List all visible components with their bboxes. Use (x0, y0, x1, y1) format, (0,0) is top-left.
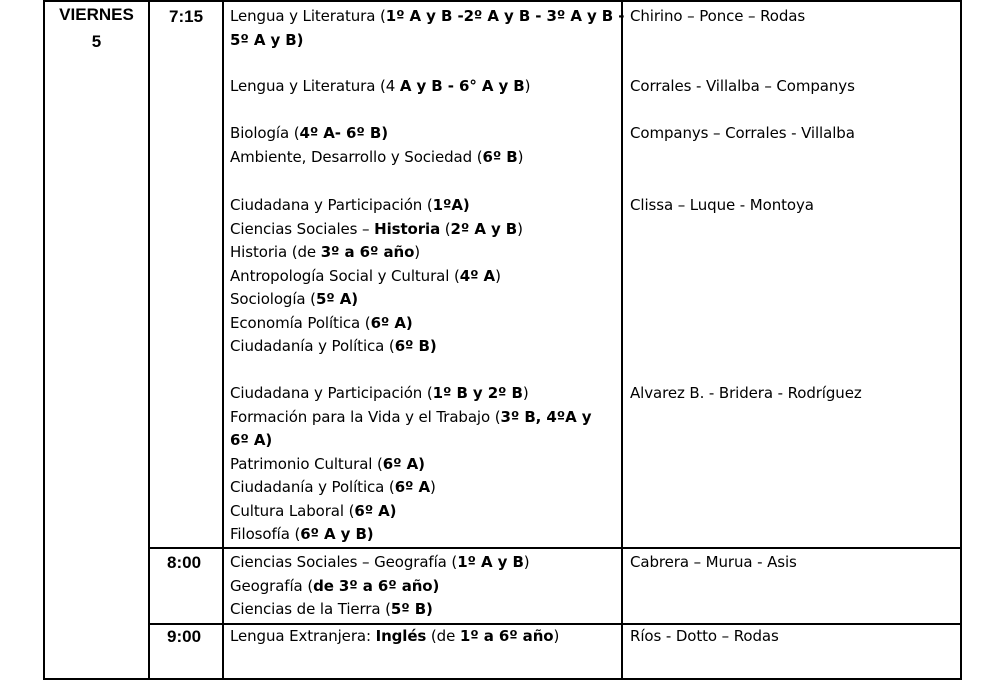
subject-text-bold: 4º A (459, 266, 496, 285)
subject-text: Filosofía ( (230, 525, 301, 543)
subject-line (230, 335, 437, 357)
subject-text-bold: 2º A y B (450, 219, 518, 238)
subject-line (230, 523, 374, 545)
subject-line (230, 598, 433, 620)
subject-text: ) (553, 627, 560, 645)
subject-text-bold: 1º A y B -2º A y B - 3º A y B - (385, 7, 625, 25)
slot-time: 7:15 (169, 7, 204, 26)
subject-text-bold: A y B - 6° A y B (399, 77, 525, 95)
subject-text: Ciudadanía y Política ( (230, 337, 395, 355)
subject-text: ) (517, 147, 524, 166)
slot-time: 8:00 (167, 553, 202, 572)
subject-text: Sociología ( (230, 290, 316, 308)
teachers-line: Corrales - Villalba – Companys (630, 77, 855, 95)
subject-line (230, 265, 501, 287)
subject-line (230, 194, 470, 216)
subject-text: ) (517, 219, 523, 238)
subject-text: Geografía ( (230, 576, 314, 595)
day-name: VIERNES (59, 5, 134, 24)
subject-text-bold: 5º B) (390, 600, 433, 618)
subject-line (230, 122, 388, 144)
teachers-line: Cabrera – Murua - Asis (630, 553, 797, 571)
subject-line (230, 241, 420, 263)
subject-text: Ciencias de la Tierra ( (230, 600, 391, 618)
subject-text: ) (495, 266, 501, 285)
subject-text: Ciencias Sociales – Geografía ( (230, 553, 458, 571)
subject-line (230, 312, 413, 334)
teachers-line: Companys – Corrales - Villalba (630, 124, 855, 142)
subject-line (230, 218, 523, 240)
subject-text: Ciudadana y Participación ( (230, 384, 433, 402)
subject-line (230, 551, 530, 573)
subject-text: ) (524, 77, 531, 95)
subject-text-bold: 6º B) (394, 337, 437, 355)
subject-text: Antropología Social y Cultural ( (230, 266, 460, 285)
subject-text: Lengua y Literatura (4 (230, 77, 400, 95)
subject-line (230, 5, 624, 27)
subject-text-bold: 6º B (482, 147, 518, 166)
column-divider-time (222, 0, 224, 680)
subject-text: ) (430, 478, 436, 496)
subject-text: Ciudadana y Participación ( (230, 196, 433, 214)
subject-text: Lengua Extranjera: (230, 627, 376, 645)
subject-text-bold: 5º A) (315, 290, 359, 308)
subject-text: ) (414, 243, 421, 261)
subject-text: Cultura Laboral ( (230, 501, 355, 520)
column-divider-subjects (621, 0, 623, 680)
subject-line (230, 429, 272, 451)
subject-text: Ciudadanía y Política ( (230, 478, 395, 496)
subject-text: ( (440, 219, 451, 238)
subject-text: ) (522, 384, 529, 402)
subject-text-bold: 1º A y B (457, 553, 524, 571)
subject-text-bold: Inglés (375, 627, 427, 645)
subject-line (230, 75, 530, 97)
teachers-line: Clissa – Luque - Montoya (630, 196, 814, 214)
subject-line (230, 575, 439, 597)
subject-text: Economía Política ( (230, 313, 371, 332)
subject-line (230, 476, 436, 498)
column-divider-day (148, 0, 150, 680)
subject-line (230, 453, 425, 475)
subject-text-bold: 6º A) (382, 454, 425, 473)
subject-text: Formación para la Vida y el Trabajo ( (230, 407, 501, 426)
row-divider-1 (148, 547, 962, 549)
subject-line (230, 288, 358, 310)
slot-time: 9:00 (167, 627, 202, 646)
subject-text-bold: 1º a 6º año (459, 627, 554, 645)
subject-line (230, 500, 396, 522)
subject-line (230, 146, 523, 168)
subject-text: Lengua y Literatura ( (230, 7, 386, 25)
subject-text: (de (426, 627, 460, 645)
subject-text: Ambiente, Desarrollo y Sociedad ( (230, 147, 483, 166)
table-right-border (960, 0, 962, 680)
subject-text: Biología ( (230, 124, 300, 142)
subject-line (230, 406, 591, 428)
day-number: 5 (91, 32, 102, 51)
subject-text-bold: 6º A) (370, 313, 413, 332)
subject-text-bold: 6º A) (230, 431, 273, 449)
subject-text-bold: 6º A y B) (300, 525, 374, 543)
subject-line (230, 29, 303, 51)
subject-text: ) (523, 553, 530, 571)
teachers-line: Alvarez B. - Bridera - Rodríguez (630, 384, 862, 402)
subject-line (230, 625, 559, 647)
subject-text-bold: 1º B y 2º B (432, 384, 523, 402)
subject-text: Historia (de (230, 243, 321, 261)
subject-text-bold: 6º A) (354, 501, 397, 520)
subject-text-bold: 3º a 6º año (320, 243, 415, 261)
subject-line (230, 382, 529, 404)
subject-text-bold: de 3º a 6º año) (313, 576, 440, 595)
subject-text-bold: Historia (374, 219, 441, 238)
subject-text-bold: 6º A (394, 478, 431, 496)
subject-text-bold: 4º A- 6º B) (299, 124, 388, 142)
subject-text: Patrimonio Cultural ( (230, 454, 383, 473)
subject-text-bold: 1ºA) (432, 196, 470, 214)
table-bottom-border (43, 678, 962, 680)
table-left-border (43, 0, 45, 680)
subject-text-bold: 3º B, 4ºA y (500, 407, 592, 426)
subject-text-bold: 5º A y B) (230, 30, 304, 49)
table-top-border (43, 0, 961, 2)
teachers-line: Ríos - Dotto – Rodas (630, 627, 779, 645)
subject-text: Ciencias Sociales – (230, 219, 375, 238)
teachers-line: Chirino – Ponce – Rodas (630, 7, 806, 25)
